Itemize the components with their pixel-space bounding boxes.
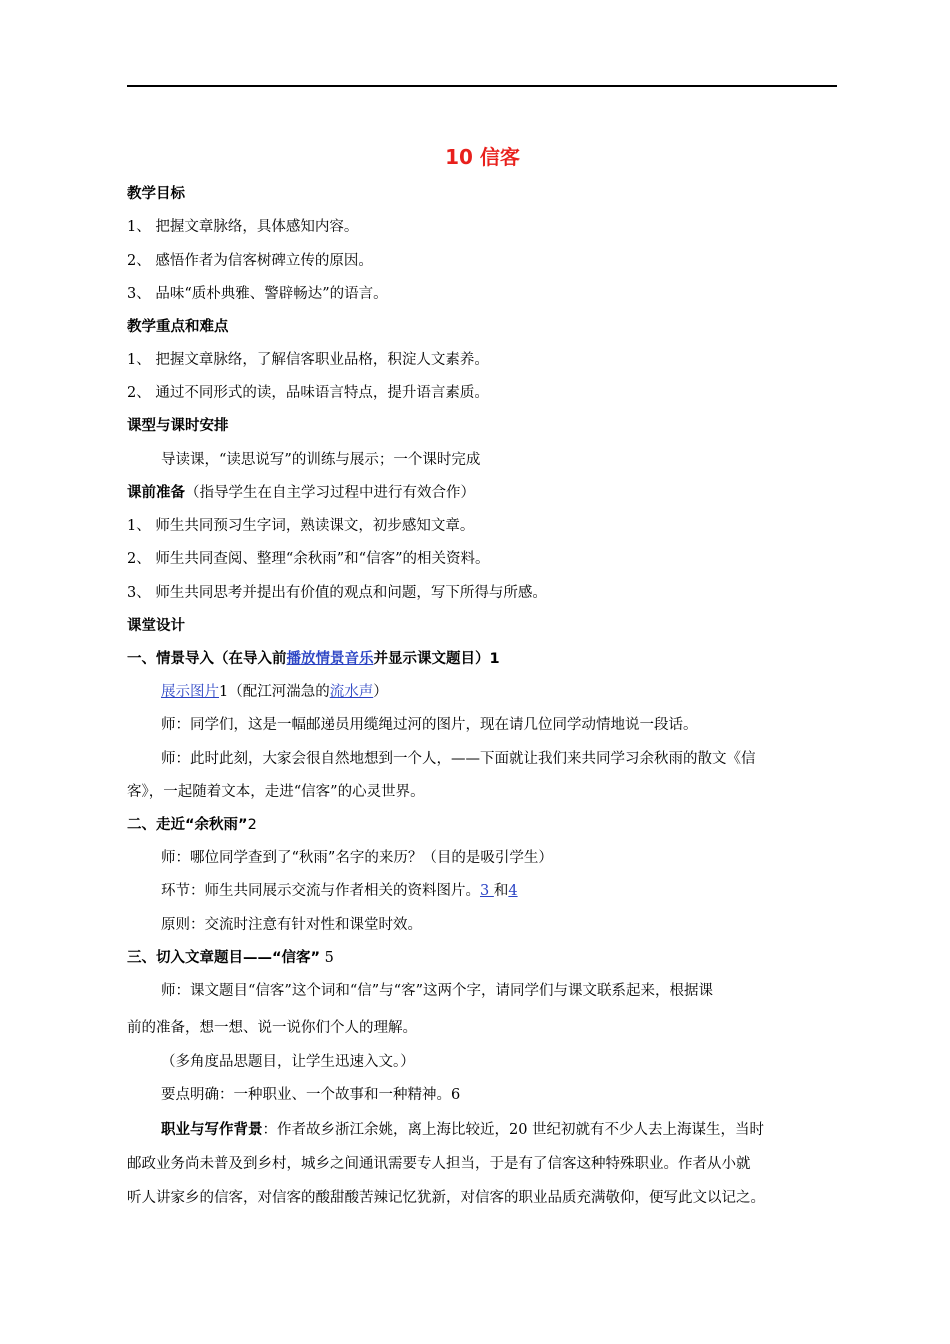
show-picture-line (161, 682, 388, 702)
prep-item: 2、 师生共同查阅、整理“余秋雨”和“信客”的相关资料。 (127, 551, 490, 567)
prep-note: （指导学生在自主学习过程中进行有效合作） (185, 485, 475, 501)
lesson-type-heading: 课型与课时安排 (127, 418, 229, 434)
design-heading: 课堂设计 (127, 618, 185, 634)
goal-item: 2、 感悟作者为信客树碑立传的原因。 (127, 253, 373, 269)
image-3-link[interactable]: 3 (480, 883, 494, 899)
goal-item: 3、 品味“质朴典雅、警辟畅达”的语言。 (127, 286, 388, 302)
keypoints-heading: 教学重点和难点 (127, 319, 229, 335)
paragraph: 师：同学们，这是一幅邮递员用缆绳过河的图片，现在请几位同学动情地说一段话。 (161, 717, 698, 733)
prep-heading: 课前准备 (127, 485, 185, 501)
paragraph: 要点明确：一种职业、一个故事和一种精神。6 (161, 1087, 461, 1103)
picture-text-b: ） (373, 684, 388, 700)
paragraph-text: 环节：师生共同展示交流与作者相关的资料图片。 (161, 883, 480, 899)
lesson-type-text: 导读课，“读思说写”的训练与展示；一个课时完成 (161, 452, 481, 468)
section-1-text-a: 一、情景导入（在导入前 (127, 651, 287, 667)
section-3-text: 三、切入文章题目——“信客” (127, 950, 321, 966)
paragraph: 原则：交流时注意有针对性和课堂时效。 (161, 917, 422, 933)
background-label: 职业与写作背景 (161, 1122, 263, 1138)
page-title: 10 信客 (445, 145, 520, 169)
prep-line (127, 483, 475, 503)
prep-item: 1、 师生共同预习生字词，熟读课文，初步感知文章。 (127, 518, 475, 534)
section-1-heading (127, 649, 500, 669)
section-1-num: 1 (489, 651, 500, 667)
paragraph: 客》，一起随着文本，走进“信客”的心灵世界。 (127, 784, 425, 800)
paragraph: （多角度品思题目，让学生迅速入文。） (161, 1054, 415, 1070)
and-text: 和 (493, 883, 509, 899)
goal-item: 1、 把握文章脉络，具体感知内容。 (127, 219, 359, 235)
paragraph: 听人讲家乡的信客，对信客的酸甜酸苦辣记忆犹新，对信客的职业品质充满敬仰，便写此文以记之。 (127, 1190, 765, 1206)
play-music-link[interactable]: 播放情景音乐 (286, 651, 374, 667)
section-2-num: 2 (247, 817, 257, 833)
section-3-heading (127, 948, 334, 968)
paragraph: 师：此时此刻，大家会很自然地想到一个人，——下面就让我们来共同学习余秋雨的散文《信 (161, 751, 756, 767)
picture-num: 1 (219, 684, 229, 700)
paragraph: 前的准备，想一想、说一说你们个人的理解。 (127, 1020, 417, 1036)
paragraph: 师：课文题目“信客”这个词和“信”与“客”这两个字，请同学们与课文联系起来，根据课 (161, 983, 713, 999)
section-2-text: 二、走近“余秋雨” (127, 817, 248, 833)
section-2-heading (127, 815, 257, 835)
water-sound-link[interactable]: 流水声 (329, 684, 374, 700)
section-3-num: 5 (320, 950, 334, 966)
keypoint-item: 2、 通过不同形式的读，品味语言特点，提升语言素质。 (127, 385, 489, 401)
show-picture-link[interactable]: 展示图片 (161, 684, 219, 700)
paragraph-with-links (161, 881, 518, 901)
goals-heading: 教学目标 (127, 186, 185, 202)
section-1-text-b: 并显示课文题目） (373, 651, 490, 667)
image-4-link[interactable]: 4 (508, 883, 518, 899)
prep-item: 3、 师生共同思考并提出有价值的观点和问题，写下所得与所感。 (127, 585, 547, 601)
header-rule (127, 85, 837, 87)
paragraph: 师：哪位同学查到了“秋雨”名字的来历？（目的是吸引学生） (161, 850, 553, 866)
keypoint-item: 1、 把握文章脉络，了解信客职业品格，积淀人文素养。 (127, 352, 489, 368)
background-paragraph (161, 1120, 764, 1140)
background-text: ：作者故乡浙江余姚，离上海比较近，20 世纪初就有不少人去上海谋生，当时 (262, 1122, 765, 1138)
picture-text-a: （配江河湍急的 (228, 684, 330, 700)
paragraph: 邮政业务尚未普及到乡村，城乡之间通讯需要专人担当，于是有了信客这种特殊职业。作者从小就 (127, 1156, 751, 1172)
